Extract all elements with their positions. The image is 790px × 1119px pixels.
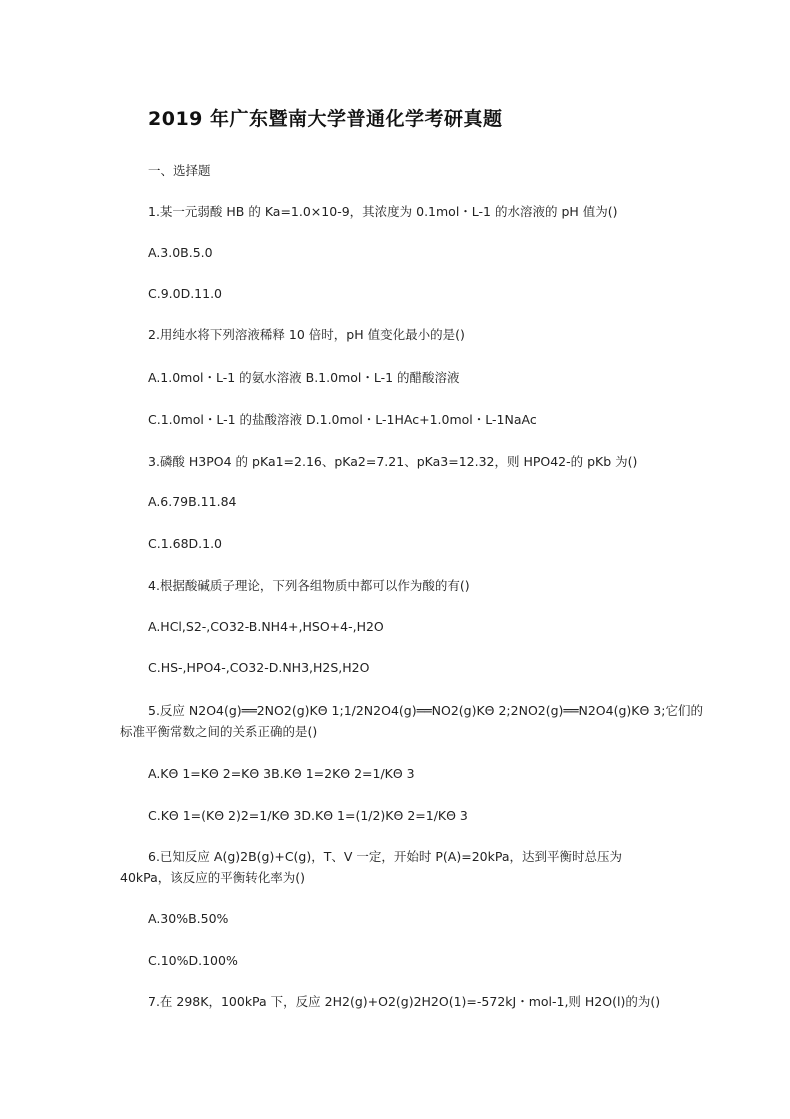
question-5-options-cd: C.KΘ 1=(KΘ 2)2=1/KΘ 3D.KΘ 1=(1/2)KΘ 2=1/KΘ 3 bbox=[148, 808, 468, 823]
question-6: 6.已知反应 A(g)2B(g)+C(g)，T、V 一定，开始时 P(A)=20kPa，达到平衡时总压为 bbox=[148, 849, 622, 864]
question-6-options-ab: A.30%B.50% bbox=[148, 911, 229, 926]
question-7: 7.在 298K，100kPa 下，反应 2H2(g)+O2(g)2H2O(1)=-572kJ・mol-1,则 H2O(l)的为() bbox=[148, 994, 661, 1009]
question-5-options-ab: A.KΘ 1=KΘ 2=KΘ 3B.KΘ 1=2KΘ 2=1/KΘ 3 bbox=[148, 766, 415, 781]
question-2-options-ab: A.1.0mol・L-1 的氨水溶液 B.1.0mol・L-1 的醋酸溶液 bbox=[148, 370, 460, 385]
question-5-continued: 标准平衡常数之间的关系正确的是() bbox=[120, 724, 318, 739]
document-title: 2019 年广东暨南大学普通化学考研真题 bbox=[148, 108, 503, 130]
question-2-options-cd: C.1.0mol・L-1 的盐酸溶液 D.1.0mol・L-1HAc+1.0mol・L-1NaAc bbox=[148, 412, 537, 427]
question-6-continued: 40kPa，该反应的平衡转化率为() bbox=[120, 870, 306, 885]
question-1: 1.某一元弱酸 HB 的 Ka=1.0×10-9，其浓度为 0.1mol・L-1 的水溶液的 pH 值为() bbox=[148, 204, 618, 219]
question-3-options-cd: C.1.68D.1.0 bbox=[148, 536, 223, 551]
question-3: 3.磷酸 H3PO4 的 pKa1=2.16、pKa2=7.21、pKa3=12.32，则 HPO42-的 pKb 为() bbox=[148, 454, 638, 469]
question-4-options-ab: A.HCl,S2-,CO32-B.NH4+,HSO+4-,H2O bbox=[148, 619, 384, 634]
question-5: 5.反应 N2O4(g)══2NO2(g)KΘ 1;1/2N2O4(g)══NO2(g)KΘ 2;2NO2(g)══N2O4(g)KΘ 3;它们的 bbox=[148, 703, 703, 718]
question-4-options-cd: C.HS-,HPO4-,CO32-D.NH3,H2S,H2O bbox=[148, 660, 370, 675]
section-heading: 一、选择题 bbox=[148, 163, 211, 178]
question-4: 4.根据酸碱质子理论，下列各组物质中都可以作为酸的有() bbox=[148, 578, 470, 593]
question-6-options-cd: C.10%D.100% bbox=[148, 953, 238, 968]
question-2: 2.用纯水将下列溶液稀释 10 倍时，pH 值变化最小的是() bbox=[148, 327, 465, 342]
question-3-options-ab: A.6.79B.11.84 bbox=[148, 494, 237, 509]
question-1-options-cd: C.9.0D.11.0 bbox=[148, 286, 223, 301]
question-1-options-ab: A.3.0B.5.0 bbox=[148, 245, 213, 260]
